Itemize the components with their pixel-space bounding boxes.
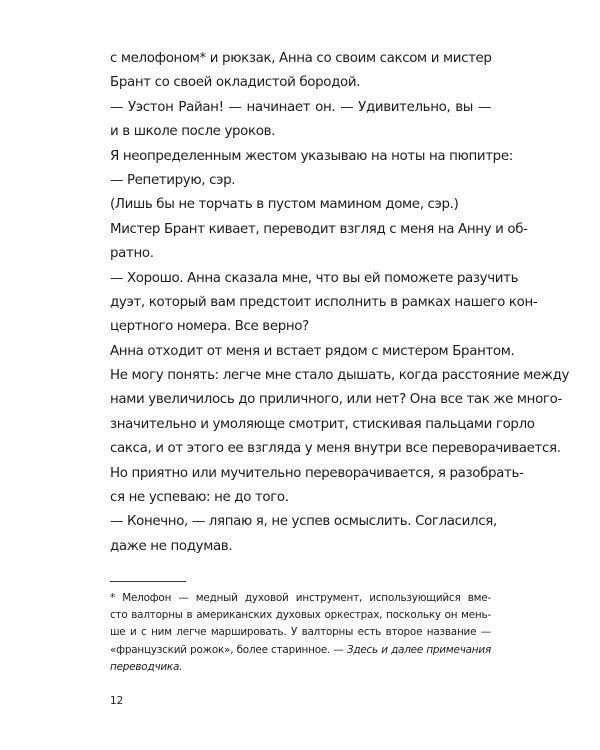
text-line: ся не успеваю: не до того. xyxy=(110,490,289,506)
footnote-text: «французский рожок», более старинное. — xyxy=(110,643,347,656)
text-line: Брант со своей окладистой бородой. xyxy=(110,75,361,91)
text-line: дуэт, который вам предстоит исполнить в рамках нашего кон- xyxy=(110,294,538,310)
text-line: Не могу понять: легче мне стало дышать, когда расстояние между xyxy=(110,368,570,384)
text-line: — Конечно, — ляпаю я, не успев осмыслить. Согласился, xyxy=(110,514,497,530)
text-line: — Хорошо. Анна сказала мне, что вы ей поможете разучить xyxy=(110,270,519,286)
footnote-attribution: переводчика. xyxy=(110,660,183,673)
text-line: Я неопределенным жестом указываю на ноты на пюпитре: xyxy=(110,148,513,164)
text-line: Мистер Брант кивает, переводит взгляд с меня на Анну и об- xyxy=(110,221,528,237)
footnote-line: ше и с ним легче маршировать. У валторны есть второе название — xyxy=(110,626,491,639)
text-line: даже не подумав. xyxy=(110,538,233,554)
text-line: и в школе после уроков. xyxy=(110,124,276,140)
text-line: цертного номера. Все верно? xyxy=(110,319,309,335)
text-line: с мелофоном* и рюкзак, Анна со своим саксом и мистер xyxy=(110,51,492,66)
body-text xyxy=(110,47,570,559)
footnote-line xyxy=(110,642,491,659)
text-line: Анна отходит от меня и встает рядом с мистером Брантом. xyxy=(110,343,515,359)
text-line: Но приятно или мучительно переворачивается, я разобрать- xyxy=(110,465,524,481)
text-line: (Лишь бы не торчать в пустом мамином доме, сэр.) xyxy=(110,197,459,213)
page-number: 12 xyxy=(110,695,124,707)
text-line: значительно и умоляюще смотрит, стискивая пальцами горло xyxy=(110,416,535,432)
footnote-line: * Мелофон — медный духовой инструмент, использующийся вме- xyxy=(110,592,491,604)
text-line: — Репетирую, сэр. xyxy=(110,172,236,188)
text-line: нами увеличилось до приличного, или нет? Она все так же много- xyxy=(110,392,562,408)
text-line: — Уэстон Райан! — начинает он. — Удивительно, вы — xyxy=(110,99,491,115)
text-line: сакса, и от этого ее взгляда у меня внутри все переворачивается. xyxy=(110,441,561,457)
footnote xyxy=(110,590,491,676)
footnote-divider xyxy=(110,581,186,582)
text-line: ратно. xyxy=(110,246,154,262)
footnote-line: сто валторны в американских духовых оркестрах, поскольку он мень- xyxy=(110,609,491,622)
footnote-attribution: Здесь и далее примечания xyxy=(346,643,491,656)
